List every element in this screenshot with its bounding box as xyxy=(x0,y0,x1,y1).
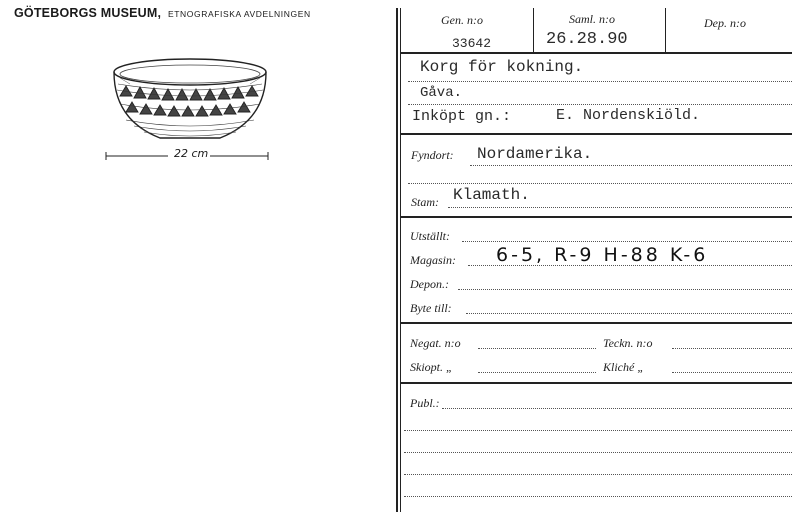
header-divider-2 xyxy=(665,8,666,52)
negat-label: Negat. n:o xyxy=(410,336,461,350)
stam-label: Stam: xyxy=(411,195,439,209)
card-left-border xyxy=(396,8,398,512)
inkopt-label: Inköpt gn.: xyxy=(412,108,512,125)
inkopt-value: E. Nordenskiöld. xyxy=(556,107,701,124)
fyndort-label: Fyndort: xyxy=(411,148,454,162)
magasin-value: 6-5, R-9 H-88 K-6 xyxy=(496,244,709,266)
section-rule-3 xyxy=(400,322,792,324)
gen-label: Gen. n:o xyxy=(441,13,483,27)
museum-name: GÖTEBORGS MUSEUM, xyxy=(14,6,162,20)
publ-label: Publ.: xyxy=(410,396,440,410)
skiopt-label: Skiopt. „ xyxy=(410,360,453,374)
section-rule-1 xyxy=(400,133,792,135)
utstallt-label: Utställt: xyxy=(410,229,451,243)
dep-label: Dep. n:o xyxy=(704,16,746,30)
gen-value: 33642 xyxy=(452,36,492,51)
byte-label: Byte till: xyxy=(410,301,452,315)
scale-label: 22 cm xyxy=(174,147,209,160)
card-left-border-inner xyxy=(400,8,401,512)
kliche-label: Kliché „ xyxy=(603,360,644,374)
section-rule-4 xyxy=(400,382,792,384)
gava-label: Gåva. xyxy=(420,85,463,101)
depon-label: Depon.: xyxy=(410,277,449,291)
department-name: ETNOGRAFISKA AVDELNINGEN xyxy=(168,9,311,19)
header-divider-1 xyxy=(533,8,534,52)
saml-label: Saml. n:o xyxy=(569,12,615,26)
magasin-label: Magasin: xyxy=(410,253,456,267)
saml-value: 26.28.90 xyxy=(546,30,628,49)
fyndort-value: Nordamerika. xyxy=(477,145,593,163)
stam-value: Klamath. xyxy=(453,186,530,204)
section-rule-2 xyxy=(400,216,792,218)
header-bottom-rule xyxy=(400,52,792,54)
object-title: Korg för kokning. xyxy=(420,58,584,76)
teckn-label: Teckn. n:o xyxy=(603,336,653,350)
